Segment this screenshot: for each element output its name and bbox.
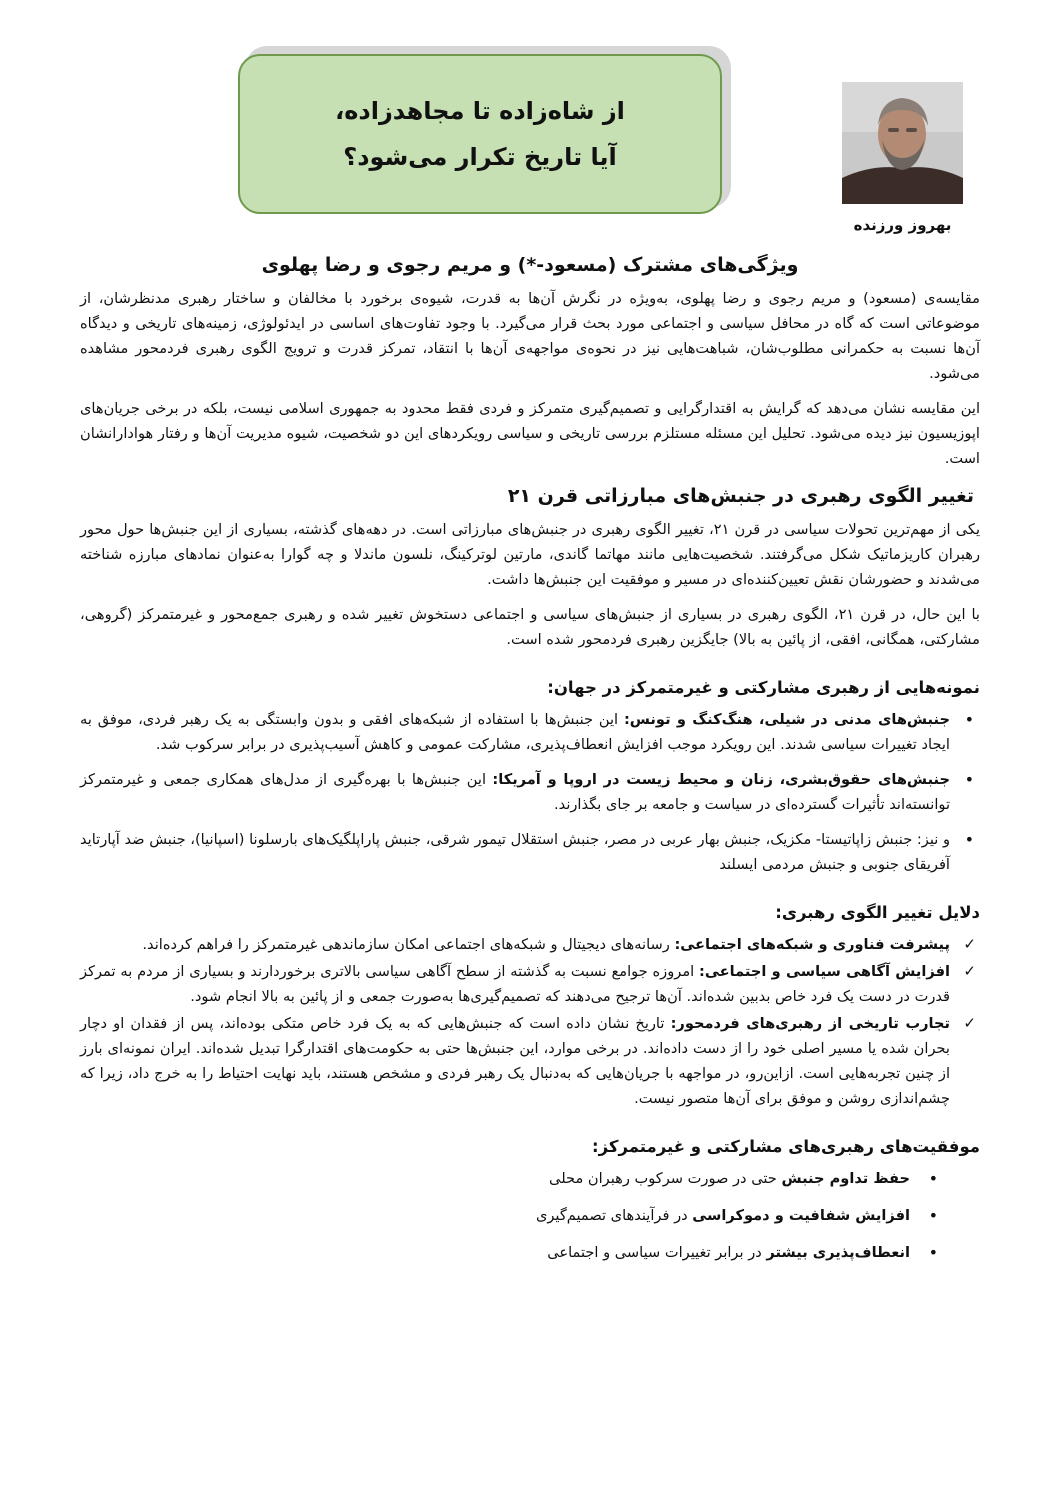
list-item (80, 932, 980, 957)
list-item (80, 1011, 980, 1111)
item-title: افزایش آگاهی سیاسی و اجتماعی: (699, 963, 951, 980)
article-body (80, 254, 980, 1277)
item-title: انعطاف‌پذیری بیشتر (766, 1244, 910, 1261)
check-icon: ✓ (963, 935, 976, 953)
bullet-icon: • (928, 1169, 938, 1188)
list-item (80, 1203, 980, 1228)
author-name: بهروز ورزنده (853, 216, 952, 234)
check-icon: ✓ (963, 962, 976, 980)
bullet-icon: • (928, 1206, 938, 1225)
paragraph: این مقایسه نشان می‌دهد که گرایش به اقتدارگرایی و تصمیم‌گیری متمرکز و فردی فقط محدود به جمهوری اسلامی نیست، بلکه در برخی جریان‌های اپوزیسیون نیز دیده می‌شود. تحلیل این مسئله مستلزم بررسی تاریخی و سیاسی رویکردهای این دو شخصیت، شیوه مدیریت آن‌ها و رفتار هوادارانشان است. (80, 400, 980, 467)
examples-heading: نمونه‌هایی از رهبری مشارکتی و غیرمتمرکز در جهان: (547, 678, 980, 697)
paragraph: مقایسه‌ی (مسعود) و مریم رجوی و رضا پهلوی، به‌ویژه در نگرش آن‌ها به قدرت، شیوه‌ی برخورد با مخالفان و ساختار رهبری مدنظرشان، از موضوعاتی است که گاه در محافل سیاسی و اجتماعی مورد بحث قرار می‌گیرد. با وجود تفاوت‌های اساسی در ایدئولوژی، زمینه‌های تاریخی و دیدگاه آن‌ها نسبت به حکمرانی مطلوب‌شان، شباهت‌هایی نیز در نحوه‌ی مواجهه‌ی آن‌ها با انتقاد، تمرکز قدرت و ترویج الگوی رهبری فردمحور مشاهده می‌شود. (80, 290, 980, 382)
bullet-icon: • (964, 710, 974, 729)
item-text: رسانه‌های دیجیتال و شبکه‌های اجتماعی امکان سازماندهی غیرمتمرکز را فراهم کرده‌اند. (142, 936, 675, 953)
item-title: حفظ تداوم جنبش (781, 1170, 910, 1187)
item-text: حتی در صورت سرکوب رهبران محلی (549, 1170, 782, 1187)
successes-heading: موفقیت‌های رهبری‌های مشارکتی و غیرمتمرکز: (592, 1137, 980, 1156)
check-icon: ✓ (963, 1014, 976, 1032)
item-text: در برابر تغییرات سیاسی و اجتماعی (547, 1244, 767, 1261)
list-item (80, 767, 980, 817)
item-title: پیشرفت فناوری و شبکه‌های اجتماعی: (674, 936, 950, 953)
title-line-1: از شاه‌زاده تا مجاهدزاده، (335, 97, 625, 125)
item-text: این جنبش‌ها با استفاده از شبکه‌های افقی و بدون وابستگی به یک رهبر فردی، موفق به ایجاد تغییرات سیاسی شدند. این رویکرد موجب افزایش انعطاف‌پذیری، مشارکت عمومی و کاهش آسیب‌پذیری در برابر سرکوب شد. (80, 711, 950, 753)
paragraph: یکی از مهم‌ترین تحولات سیاسی در قرن ۲۱، تغییر الگوی رهبری در جنبش‌های مبارزاتی است. در دهه‌های گذشته، بسیاری از این جنبش‌ها حول محور رهبران کاریزماتیک شکل می‌گرفتند. شخصیت‌هایی مانند مهاتما گاندی، مارتین لوترکینگ، نلسون ماندلا و چه گوارا به‌عنوان نمادهای مبارزه شناخته می‌شدند و حضورشان نقش تعیین‌کننده‌ای در مسیر و موفقیت این جنبش‌ها داشت. (80, 521, 981, 588)
item-title: جنبش‌های حقوق‌بشری، زنان و محیط زیست در اروپا و آمریکا: (492, 771, 950, 788)
author-photo (842, 82, 963, 204)
examples-list (80, 707, 980, 877)
bullet-icon: • (964, 770, 974, 789)
list-item (80, 1240, 980, 1265)
item-text: این جنبش‌ها با بهره‌گیری از مدل‌های همکاری جمعی و غیرمتمرکز توانسته‌اند تأثیرات گسترده‌ای در سیاست و جامعه بر جای بگذارند. (80, 771, 950, 813)
paragraph: با این حال، در قرن ۲۱، الگوی رهبری در بسیاری از جنبش‌های سیاسی و اجتماعی دستخوش تغییر شده و رهبری جمع‌محور و غیرمتمرکز (گروهی، مشارکتی، همگانی، افقی، از پائین به بالا) جایگزین رهبری فردمحور شده است. (80, 606, 980, 648)
item-title: تجارب تاریخی از رهبری‌های فردمحور: (670, 1015, 950, 1032)
item-text: تاریخ نشان داده است که جنبش‌هایی که به یک فرد خاص متکی بوده‌اند، پس از فقدان او دچار بحران شده یا مسیر اصلی خود را از دست داده‌اند. در برخی موارد، این جنبش‌ها حتی به حکومت‌های اقتدارگرا تبدیل شده‌اند. ایران نمونه‌ای بارز از چنین تجربه‌هایی است. ازاین‌رو، در مواجهه با جریان‌هایی که به‌دنبال یک رهبر فردی و مشخص هستند، باید نهایت احتیاط را به خرج داد، زیرا که چشم‌اندازی روشن و موفق برای آن‌ها متصور نیست. (80, 1015, 950, 1107)
item-text: امروزه جوامع نسبت به گذشته از سطح آگاهی سیاسی بالاتری برخوردارند و بسیاری از مردم به تمرکز قدرت در دست یک فرد خاص بدبین شده‌اند. آن‌ها ترجیح می‌دهند که تصمیم‌گیری‌ها به‌صورت جمعی و از پائین به بالا انجام شود. (80, 963, 950, 1005)
successes-list (80, 1166, 980, 1265)
title-box (238, 54, 722, 214)
item-text: و نیز: جنبش زاپاتیستا- مکزیک، جنبش بهار عربی در مصر، جنبش استقلال تیمور شرقی، جنبش پاراپلگیک‌های بارسلونا (اسپانیا)، جنبش ضد آپارتاید آفریقای جنوبی و جنبش مردمی ایسلند (80, 831, 950, 873)
item-title: افزایش شفافیت و دموکراسی (692, 1207, 910, 1224)
author-portrait-image (842, 82, 963, 204)
list-item (80, 707, 980, 757)
item-text: در فرآیندهای تصمیم‌گیری (535, 1207, 693, 1224)
title-line-2: آیا تاریخ تکرار می‌شود؟ (343, 143, 617, 171)
reasons-list (80, 932, 980, 1111)
list-item (80, 827, 980, 877)
section-heading-leadership-change: تغییر الگوی رهبری در جنبش‌های مبارزاتی قرن ۲۱ (507, 485, 974, 507)
bullet-icon: • (964, 830, 974, 849)
section-heading-shared-traits: ویژگی‌های مشترک (مسعود-*) و مریم رجوی و رضا پهلوی (261, 254, 799, 276)
list-item (80, 959, 980, 1009)
reasons-heading: دلایل تغییر الگوی رهبری: (775, 903, 980, 922)
list-item (80, 1166, 980, 1191)
bullet-icon: • (928, 1243, 938, 1262)
item-title: جنبش‌های مدنی در شیلی، هنگ‌کنگ و تونس: (623, 711, 950, 728)
